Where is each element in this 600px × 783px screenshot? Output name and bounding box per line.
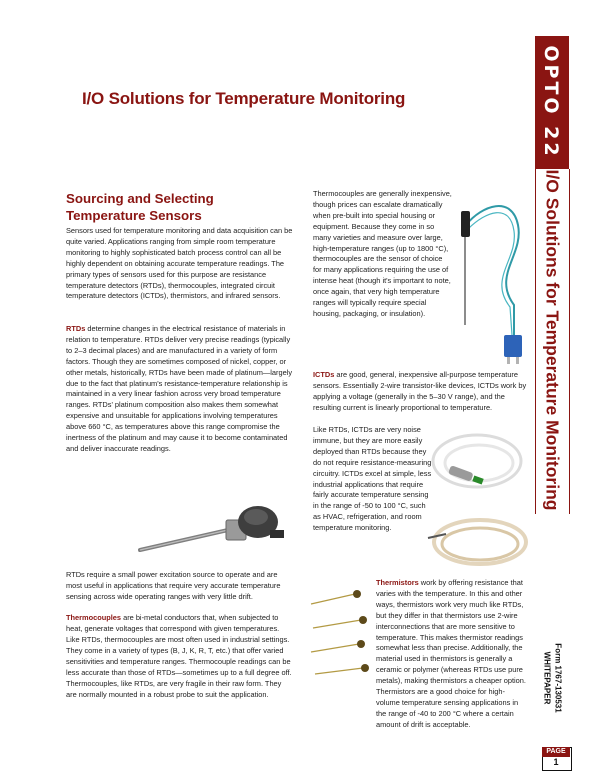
thermocouple-fragile-paragraph: Thermocouples, like RTDs, are very fragile in their raw form. They are normally mounted in a robust probe to suit the application. xyxy=(66,679,282,699)
ictd-sensor-band xyxy=(472,475,483,484)
thermocouple-paragraph xyxy=(66,613,293,678)
page-label: PAGE xyxy=(542,747,570,757)
thermistor-lead-3 xyxy=(311,644,359,652)
thermistor-bead-4 xyxy=(361,664,369,672)
thermistor-lead-4 xyxy=(315,668,363,674)
thermocouple-pin-1 xyxy=(507,357,510,364)
thermocouple-pin-2 xyxy=(516,357,519,364)
thermocouple-text: are bi-metal conductors that, when subjected to heat, generate voltages that correspond with given temperatures. Like RTDs, thermocouples are most often used in industrial settings. They come in a variety of types (B, J, K, R, T, etc.) that offer varied sensitivities and temperature ranges. Thermocouple readings can be less accurate than those of RTDs—sometimes up to a full degree off. xyxy=(66,613,292,677)
page-number: 1 xyxy=(553,757,559,767)
thermocouple-probe-photo xyxy=(452,185,532,365)
sidebar-rule-left xyxy=(535,169,536,514)
ictd-wire-photo xyxy=(420,508,532,576)
ictd-text: are good, general, inexpensive all-purpose temperature sensors. Essentially 2-wire transistor-like devices, ICTDs work by applying a voltage (generally in the 5–30 V range), and the resulting current is linearly proportional to temperature. xyxy=(313,370,527,412)
ictd-like-paragraph: Like RTDs, ICTDs are very noise immune, but they are more easily deployed than RTDs because they do not require resistance-measuring circuitry. ICTDs excel at simple, less industrial applications that require fairly accurate temperature sensing in the range of -50 to 100 °C, such as HVAC, refrigeration, and room temperature monitoring. xyxy=(313,425,432,533)
rtd-lead: RTDs xyxy=(66,324,86,333)
thermistor-bead-1 xyxy=(353,590,361,598)
rtd-text: determine changes in the electrical resistance of materials in relation to temperature. RTDs deliver very precise readings (typically to 2–3 decimal places) and are manufactured in a variety of form factors. Though they are sometimes composed of nickel, copper, or other metals, historically, RTDs have been made of platinum—largely due to the fact that platinum's resistance-temperature relationship is maintained in a very linear fashion across very broad temperature ranges. RTDs' platinum composition also makes them somewhat expensive and unsuitable for applications involving temperatures above 660 °C, as temperatures above this range compromise the inertness of the platinum and may cause it to become contaminated and deliver inaccurate readings. xyxy=(66,324,293,453)
ictd-paragraph xyxy=(313,370,527,414)
sidebar-title: I/O Solutions for Temperature Monitoring xyxy=(542,169,563,511)
thermocouple-lead: Thermocouples xyxy=(66,613,122,622)
opto22-logo: OPTO 22 xyxy=(540,45,562,159)
ictd-wire-coil-2 xyxy=(442,528,518,560)
page-title: I/O Solutions for Temperature Monitoring xyxy=(82,89,406,108)
thermistor-text: work by offering resistance that varies with the temperature. In this and other ways, thermistors work very much like RTDs, but they differ in that thermistors use 2-wire interconnections that are more sensitive to temperature. This makes thermistor readings somewhat less than precise. Additionally, the material used in thermistors is generally a ceramic or polymer (whereas RTDs use pure metals), making thermistors a cheaper option. Thermistors are a good choice for high-volume temperature sensing applications in the range of -40 to 200 °C where a certain amount of drift is acceptable. xyxy=(376,578,526,729)
rtd-probe-photo xyxy=(130,500,290,562)
ictd-sensor-photo xyxy=(425,425,535,505)
thermocouple-cont-paragraph: Thermocouples are generally inexpensive, though prices can escalate dramatically when pre-built into special housing or equipment. Because they come in so many varieties and measure over large, high-temperature ranges (up to 1800 °C), thermocouples are the sensor of choice for many applications requiring the use of intense heat (though it's important to note, once again, that very high temperature ranges will typically require special housing, packaging, or insulation). xyxy=(313,189,452,318)
form-number: Form 1767-130531 xyxy=(553,643,563,713)
thermistor-lead-2 xyxy=(313,620,361,628)
thermocouple-connector xyxy=(504,335,522,357)
intro-paragraph: Sensors used for temperature monitoring and data acquisition can be quite varied. Applications ranging from simple room temperature monitoring to highly sophisticated batch process control can all be highly dependent on obtaining accurate temperature readings. The primary types of sensors used for this purpose are resistance temperature detectors (RTDs), thermocouples, integrated circuit temperature detectors (ICTDs), thermistors, and infrared sensors. xyxy=(66,226,293,301)
rtd-paragraph xyxy=(66,324,293,455)
thermistor-paragraph xyxy=(376,578,526,731)
ictd-lead: ICTDs xyxy=(313,370,335,379)
thermistor-photo xyxy=(305,584,373,684)
rtd-probe-gland xyxy=(270,530,284,538)
rtd-probe-head-cap xyxy=(244,509,268,525)
thermistor-bead-3 xyxy=(357,640,365,648)
thermocouple-handle xyxy=(461,211,470,237)
rtd-probe-stem-shine xyxy=(140,530,228,550)
sidebar-rule-right xyxy=(569,169,570,514)
thermistor-bead-2 xyxy=(359,616,367,624)
thermistor-lead: Thermistors xyxy=(376,578,419,587)
doc-type-label: WHITEPAPER xyxy=(542,651,552,705)
thermistor-lead-1 xyxy=(311,594,355,604)
rtd-power-paragraph: RTDs require a small power excitation source to operate and are most useful in applications that require very accurate temperature sensing across wide operating ranges with very little drift. xyxy=(66,570,281,601)
section-heading: Sourcing and Selecting Temperature Sensors xyxy=(66,191,214,223)
